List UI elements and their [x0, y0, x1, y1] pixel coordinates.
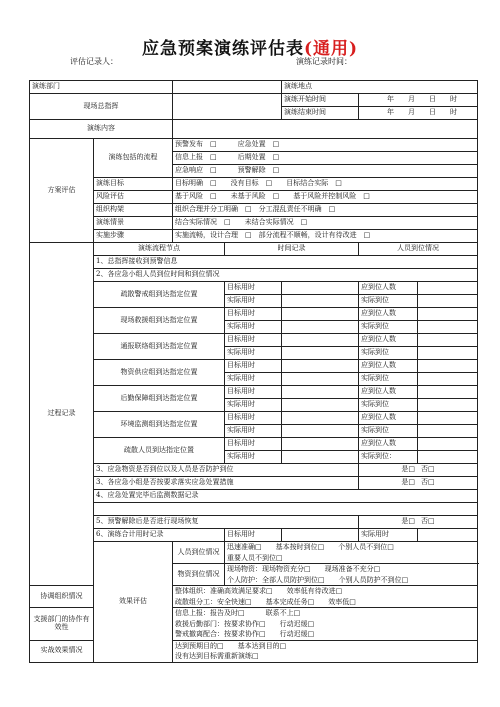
process-item-3b: 3、各应急小组是否按要求落实应急处置措施 — [94, 477, 359, 490]
expected-people-value[interactable] — [418, 412, 478, 425]
expected-people-label: 应到位人数 — [359, 438, 418, 451]
col-people-header: 人员到位情况 — [359, 243, 478, 256]
end-time-value[interactable]: 年 月 日 时 — [359, 107, 478, 120]
flow-label: 演练包括的流程 — [94, 139, 173, 178]
expected-people-label: 应到位人数 — [359, 360, 418, 373]
expected-people-value[interactable] — [418, 282, 478, 295]
col-node-header: 演练流程节点 — [94, 243, 225, 256]
title-paren-close: ) — [349, 39, 359, 59]
actual-people-label: 实际到位 — [359, 321, 418, 334]
effect-row-label: 实战效果情况 — [30, 640, 94, 662]
group-label: 环境监测组到达指定位置 — [94, 412, 225, 438]
effect-row-label: 人员到位情况 — [173, 542, 225, 564]
target-time-label: 目标用时 — [225, 386, 282, 399]
flow-line-2[interactable]: 信息上报 □ 后期处置 □ — [173, 152, 478, 165]
actual-people-value[interactable] — [418, 399, 478, 412]
target-time-value[interactable] — [282, 360, 359, 373]
plan-row-label: 演练目标 — [94, 178, 173, 191]
target-time-value[interactable] — [282, 412, 359, 425]
plan-row-label: 组织构架 — [94, 204, 173, 217]
actual-time-label: 实际用时 — [225, 451, 282, 464]
process-item-6: 6、演练合计用时记录 — [94, 529, 225, 542]
title-paren-open: ( — [303, 39, 313, 59]
target-time-value[interactable] — [282, 438, 359, 451]
actual-time-label: 实际用时 — [225, 321, 282, 334]
plan-row-options[interactable]: 实施流畅，设计合理 □ 部分流程不顺畅，设计有待改进 □ — [173, 230, 478, 243]
plan-row-options[interactable]: 目标明确 □ 没有目标 □ 目标结合实际 □ — [173, 178, 478, 191]
process-item-3: 3、应急物资是否到位以及人员是否防护到位 — [94, 464, 359, 477]
process-item-2: 2、各应急小组人员到位时间和到位情况 — [94, 269, 478, 282]
process-item-5: 5、预警解除后是否进行现场恢复 — [94, 516, 359, 529]
effect-row-options[interactable]: 信息上报：报告及时□ 联系不上□ 救援后勤部门：按要求协作□ 行动迟缓□ 警戒撤离配合：按要求协作□ 行动迟缓□ — [173, 608, 478, 641]
expected-people-value[interactable] — [418, 360, 478, 373]
yes-no-check[interactable]: 是□ 否□ — [359, 464, 478, 477]
start-time-label: 演练开始时间 — [282, 94, 359, 107]
actual-people-value[interactable] — [418, 295, 478, 308]
effect-row-options[interactable]: 迅速准确□ 基本按时到位□ 个别人员不到位□ 重要人员不到位□ — [225, 542, 478, 564]
actual-people-value[interactable] — [418, 425, 478, 438]
actual-people-label: 实际到位 — [359, 373, 418, 386]
effect-row-label: 支援部门的协作有效性 — [30, 608, 94, 641]
expected-people-label: 应到位人数 — [359, 308, 418, 321]
plan-row-label: 实施步骤 — [94, 230, 173, 243]
title-highlight: 通用 — [313, 39, 349, 59]
actual-people-value[interactable] — [418, 373, 478, 386]
flow-line-3[interactable]: 应急响应 □ 预警解除 □ — [173, 165, 478, 178]
target-time-label: 目标用时 — [225, 282, 282, 295]
total-target-time-value[interactable] — [282, 529, 359, 542]
target-time-value[interactable] — [282, 334, 359, 347]
location-label: 演练地点 — [282, 81, 478, 94]
actual-time-value[interactable] — [282, 373, 359, 386]
target-time-label: 目标用时 — [225, 360, 282, 373]
group-label: 疏散警戒组到达指定位置 — [94, 282, 225, 308]
dept-value[interactable] — [173, 81, 282, 94]
actual-time-label: 实际用时 — [225, 295, 282, 308]
group-label: 物资供应组到达指定位置 — [94, 360, 225, 386]
commander-value[interactable] — [173, 94, 282, 120]
group-label: 疏散人员到达指定位置 — [94, 438, 225, 464]
actual-time-value[interactable] — [282, 321, 359, 334]
group-label: 现场救援组到达指定位置 — [94, 308, 225, 334]
expected-people-label: 应到位人数 — [359, 412, 418, 425]
effect-row-label: 物资到位情况 — [173, 564, 225, 586]
actual-people-label: 实际到位 — [359, 295, 418, 308]
expected-people-value[interactable] — [418, 334, 478, 347]
plan-row-options[interactable]: 结合实际情况 □ 未结合实际情况 □ — [173, 217, 478, 230]
col-time-header: 时间记录 — [225, 243, 359, 256]
actual-people-label: 实际到位 — [359, 347, 418, 360]
actual-people-value[interactable] — [418, 321, 478, 334]
expected-people-value[interactable] — [418, 308, 478, 321]
actual-people-value[interactable] — [418, 451, 478, 464]
effect-row-label: 协调组织情况 — [30, 586, 94, 608]
actual-time-label: 实际用时 — [225, 425, 282, 438]
actual-people-label: 实际到位 — [359, 425, 418, 438]
effect-section-label: 效果评估 — [94, 542, 173, 663]
dept-label: 演练部门 — [30, 81, 173, 94]
title-main: 应急预案演练评估表 — [141, 39, 304, 59]
actual-time-label: 实际用时 — [225, 373, 282, 386]
record-time-label: 演练记录时间： — [296, 57, 352, 66]
actual-people-value[interactable] — [418, 347, 478, 360]
effect-row-options[interactable]: 现场物资：现场物资充分□ 现场准备不充分□ 个人防护：全部人员防护到位□ 个别人员防护不到位□ — [225, 564, 478, 586]
target-time-value[interactable] — [282, 386, 359, 399]
expected-people-label: 应到位人数 — [359, 282, 418, 295]
target-time-label: 目标用时 — [225, 308, 282, 321]
start-time-value[interactable]: 年 月 日 时 — [359, 94, 478, 107]
effect-row-options[interactable]: 达到预期目的□ 基本达到目的□ 没有达到目标需重新演练□ — [173, 640, 478, 662]
process-item-1: 1、总指挥接收到预警信息 — [94, 256, 478, 269]
actual-time-value[interactable] — [282, 295, 359, 308]
end-time-label: 演练结束时间 — [282, 107, 359, 120]
actual-people-label: 实际到位 — [359, 399, 418, 412]
expected-people-value[interactable] — [418, 438, 478, 451]
plan-section-label: 方案评估 — [30, 139, 94, 243]
total-actual-time-value[interactable] — [418, 529, 478, 542]
content-label: 演练内容 — [30, 120, 173, 139]
plan-row-options[interactable]: 基于风险 □ 未基于风险 □ 基于风险并控制风险 □ — [173, 191, 478, 204]
flow-line-1[interactable]: 预警发布 □ 应急处置 □ — [173, 139, 478, 152]
expected-people-value[interactable] — [418, 386, 478, 399]
actual-time-label: 实际用时 — [225, 347, 282, 360]
process-item-4-value[interactable] — [94, 503, 478, 516]
target-time-value[interactable] — [282, 308, 359, 321]
process-item-4: 4、应急处置完毕后监测数据记录 — [94, 490, 478, 503]
plan-row-label: 风险评估 — [94, 191, 173, 204]
yes-no-check[interactable]: 是□ 否□ — [359, 516, 478, 529]
actual-time-value[interactable] — [282, 399, 359, 412]
plan-row-label: 演练情景 — [94, 217, 173, 230]
plan-row-options[interactable]: 组织合理并分工明确 □ 分工混乱责任不明确 □ — [173, 204, 478, 217]
expected-people-label: 应到位人数 — [359, 334, 418, 347]
actual-time-value[interactable] — [282, 347, 359, 360]
expected-people-label: 应到位人数 — [359, 386, 418, 399]
yes-no-check[interactable]: 是□ 否□ — [359, 477, 478, 490]
group-label: 通报联络组到达指定位置 — [94, 334, 225, 360]
target-time-label: 目标用时 — [225, 438, 282, 451]
process-section-label: 过程记录 — [30, 243, 94, 586]
total-target-time-label: 目标用时 — [225, 529, 282, 542]
recorder-label: 评估记录人： — [70, 57, 118, 66]
actual-time-label: 实际用时 — [225, 399, 282, 412]
actual-time-value[interactable] — [282, 451, 359, 464]
actual-people-label: 实际到位： — [359, 451, 418, 464]
total-actual-time-label: 实际用时 — [359, 529, 418, 542]
commander-label: 现场总指挥 — [30, 94, 173, 120]
content-value[interactable] — [173, 120, 478, 139]
actual-time-value[interactable] — [282, 425, 359, 438]
effect-row-options[interactable]: 整体组织：准确高效满足要求□ 效率低有待改进□ 疏散组分工：安全快速□ 基本完成任务□ 效率低□ — [173, 586, 478, 608]
target-time-value[interactable] — [282, 282, 359, 295]
target-time-label: 目标用时 — [225, 334, 282, 347]
target-time-label: 目标用时 — [225, 412, 282, 425]
group-label: 后勤保障组到达指定位置 — [94, 386, 225, 412]
evaluation-table — [29, 80, 478, 663]
